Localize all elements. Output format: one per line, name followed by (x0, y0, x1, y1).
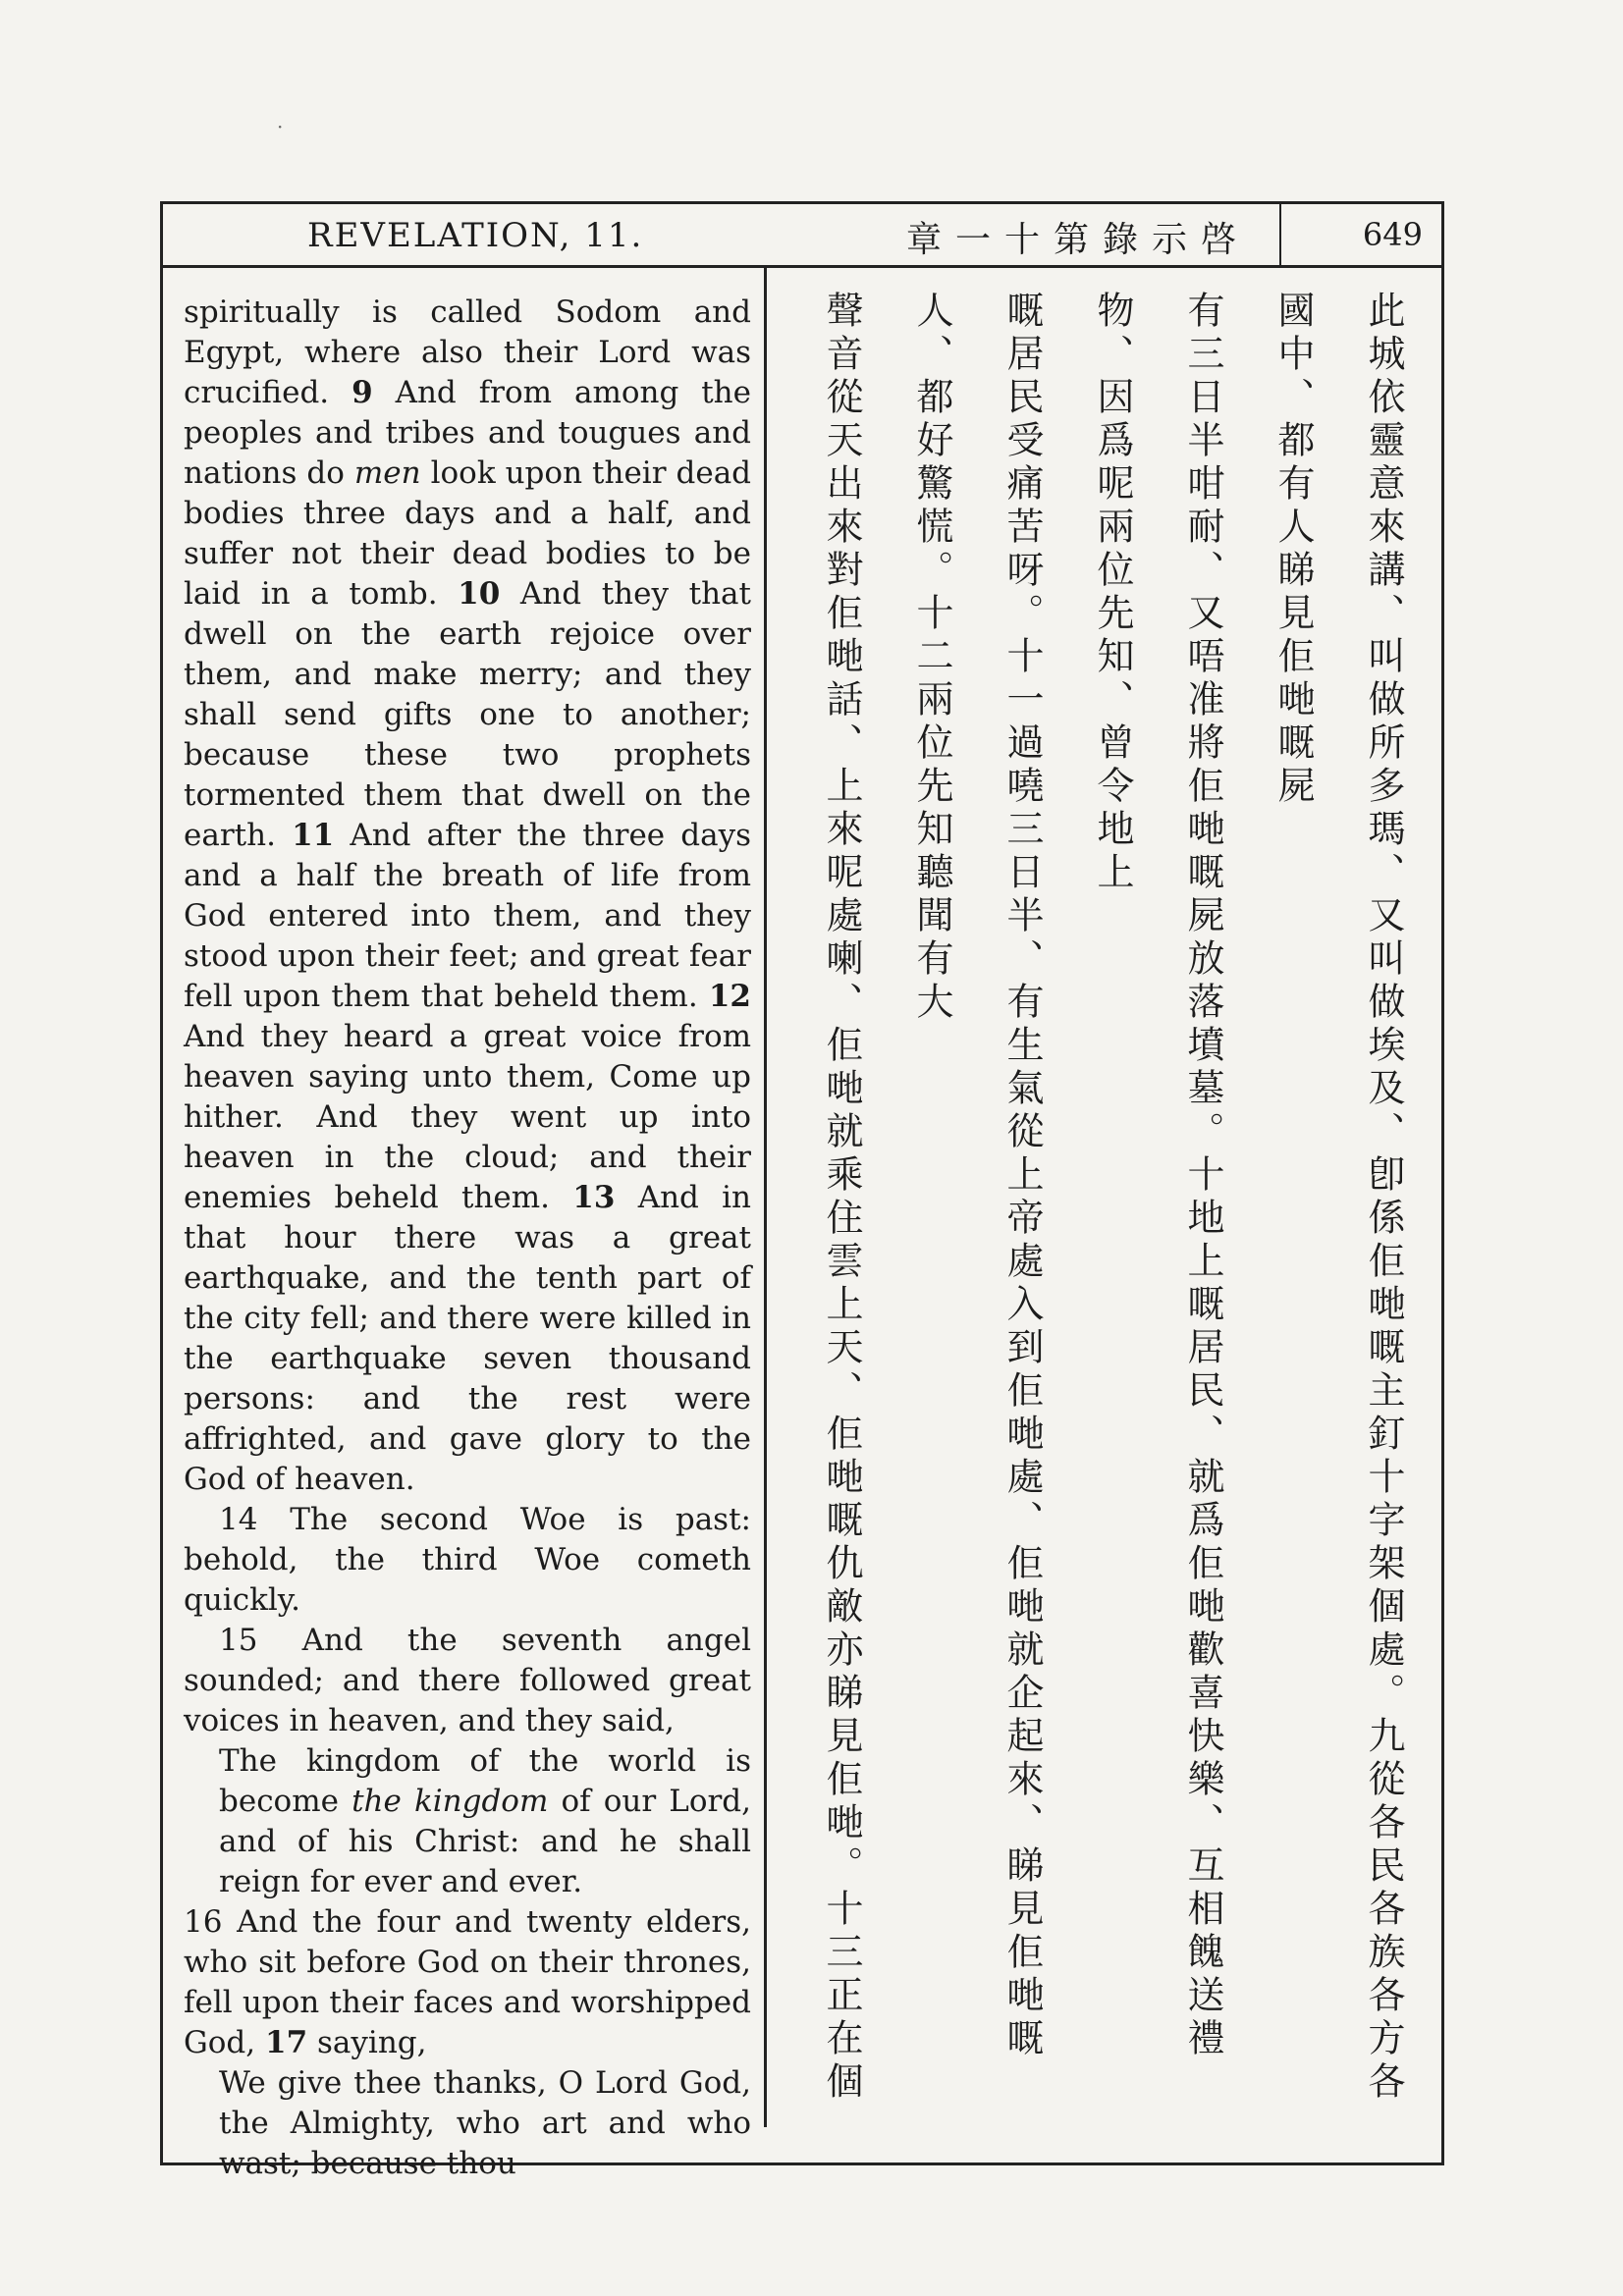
chinese-column: 聲音從天出來對佢哋話、上來呢處喇、佢哋就乘住雲上天、佢哋嘅仇敵亦睇見佢哋。十三正在個 (820, 291, 863, 2105)
poetry-block (184, 1741, 751, 1902)
english-text-column (184, 293, 751, 2184)
text-run: And in that hour there was a great earthquake, and the tenth part of the city fell; and there were killed in the earthquake seven thousand persons: and the rest were affrighted, and gave glory to the God of heaven. (184, 1180, 752, 1497)
column-divider (764, 267, 767, 2127)
verse-number: 9 (352, 375, 373, 410)
header-title-english: REVELATION, 11. (307, 216, 644, 255)
verse-number: 13 (572, 1180, 616, 1215)
text-run: And they that dwell on the earth rejoice over them, and make merry; and they shall send gifts one to another; because these two prophets tormented them that dwell on the earth. (184, 576, 751, 853)
verse-number: 12 (708, 979, 751, 1014)
running-header (160, 204, 1444, 268)
text-run: look upon their dead bodies three days and a half, and suffer not their dead bodies to be laid in a tomb. (184, 455, 752, 612)
frame-right-rule (1441, 204, 1444, 2163)
text-run: And the four and twenty elders, who sit before God on their thrones, fell upon their faces and worshipped God, (184, 1904, 751, 2060)
verse-number: 11 (292, 818, 335, 853)
stray-mark: · (277, 115, 284, 138)
text-run-italic: the kingdom (352, 1784, 549, 1819)
text-run: We give thee thanks, O Lord God, the Almighty, who art and who wast; because thou (219, 2065, 751, 2181)
verse-number: 16 (184, 1904, 223, 1940)
english-paragraph (184, 1500, 751, 1621)
english-paragraph (184, 1621, 751, 1741)
frame-left-rule (160, 204, 163, 2163)
text-run: And after the three days and a half the breath of life from God entered into them, and they stood upon their feet; and great fear fell upon them that beheld them. (184, 818, 752, 1014)
poetry-block (184, 2063, 751, 2184)
header-title-chinese: 章一十第錄示啓 (906, 220, 1251, 260)
page-number: 649 (1362, 216, 1423, 253)
verse-number: 10 (458, 576, 501, 612)
text-run: saying, (317, 2025, 427, 2060)
text-run: of our Lord, and of his Christ: and he shall reign for ever and ever. (219, 1784, 752, 1899)
chinese-column: 有三日半咁耐、又唔准將佢哋嘅屍放落墳墓。十地上嘅居民、就爲佢哋歡喜快樂、互相餽送禮物、因爲呢兩位先知、曾令地上 (1091, 291, 1224, 2061)
chinese-column: 嘅居民受痛苦呀。十一過嘵三日半、有生氣從上帝處入到佢哋處、佢哋就企起來、睇見佢哋嘅人、都好驚慌。十二兩位先知聽聞有大 (910, 291, 1044, 2061)
chinese-column: 此城依靈意來講、叫做所多瑪、又叫做埃及、卽係佢哋嘅主釘十字架個處。九從各民各族各方各國中、都有人睇見佢哋嘅屍 (1271, 291, 1405, 2105)
text-run: The second Woe is past: behold, the third Woe cometh quickly. (184, 1502, 751, 1618)
text-run-italic: men (353, 455, 421, 491)
verse-number: 15 (219, 1623, 258, 1658)
text-run: And the seventh angel sounded; and there followed great voices in heaven, and they said, (184, 1623, 751, 1738)
header-rule (1279, 204, 1281, 265)
text-run: spiritually is called Sodom and Egypt, where also their Lord was crucified. (184, 294, 751, 410)
text-run: The kingdom of the world is become (219, 1743, 751, 1819)
chinese-text-column (781, 291, 1429, 2136)
text-run: And they heard a great voice from heaven saying unto them, Come up hither. And they went up into heaven in the cloud; and their enemies beheld them. (184, 1019, 751, 1215)
english-paragraph (184, 1902, 751, 2063)
page-frame (160, 201, 1444, 2181)
english-paragraph (184, 293, 751, 1500)
poetry-lines (219, 1741, 751, 1902)
text-run: And from among the peoples and tribes and tougues and nations do (184, 375, 751, 491)
verse-number: 17 (265, 2025, 308, 2060)
poetry-lines (219, 2063, 751, 2184)
verse-number: 14 (219, 1502, 258, 1537)
